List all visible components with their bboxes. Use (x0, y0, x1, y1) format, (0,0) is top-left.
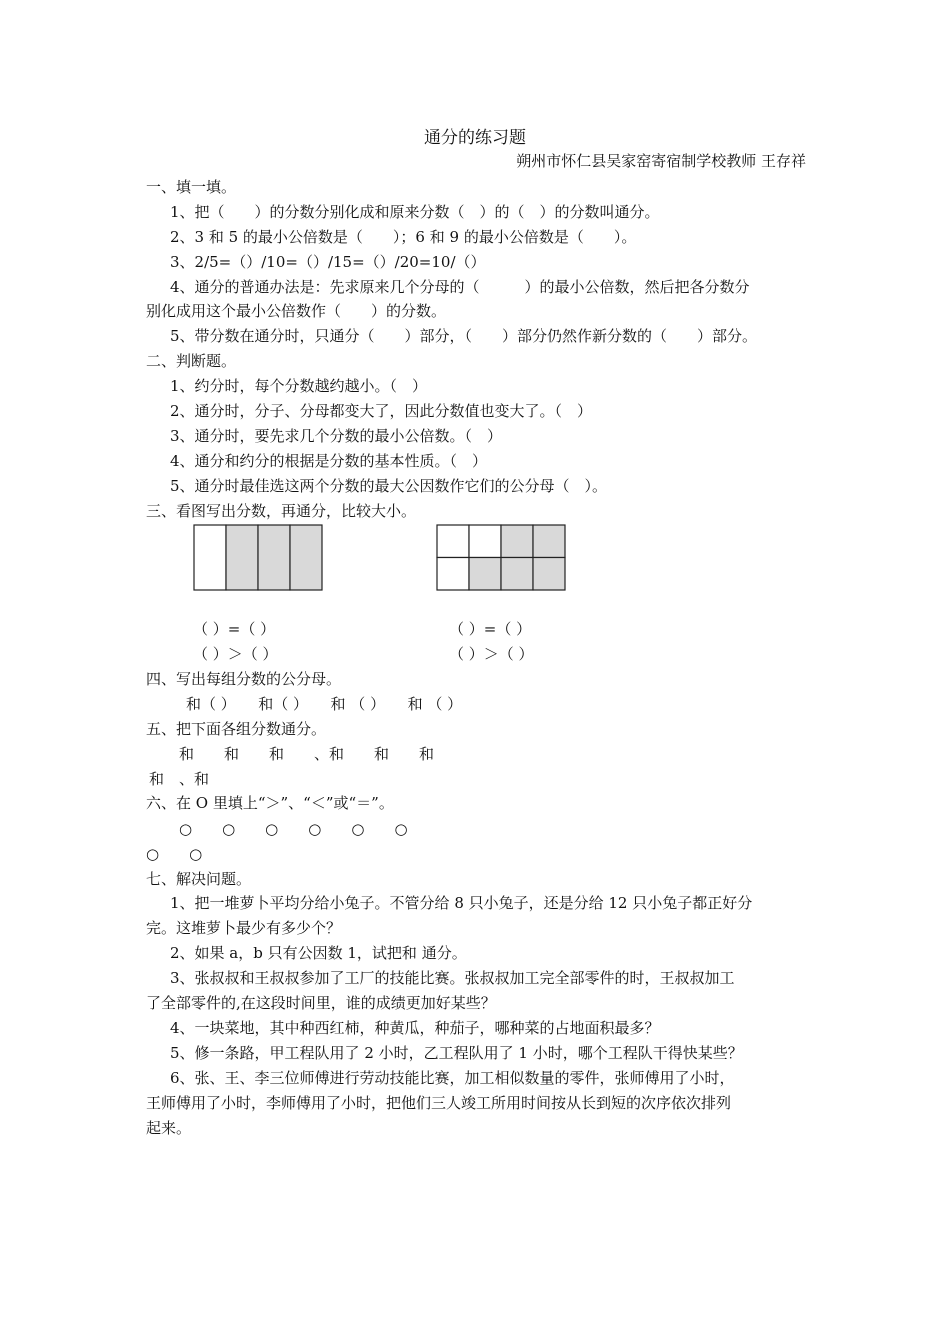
section-3-heading: 三、看图写出分数，再通分，比较大小。 (146, 502, 417, 520)
figure-2-cell (469, 558, 501, 591)
s4-answer-line: 和（ ） 和（ ） 和 （ ） 和 （ ） (186, 695, 463, 713)
author-line: 朔州市怀仁县吴家窑寄宿制学校教师 王存祥 (516, 152, 806, 170)
section-7-heading: 七、解决问题。 (146, 870, 252, 888)
s7-question-3-line-1: 3、张叔叔和王叔叔参加了工厂的技能比赛。张叔叔加工完全部零件的时，王叔叔加工 (170, 969, 735, 987)
s5-line-1: 和 和 和 、和 和 和 (179, 745, 435, 763)
figure-2-cell (533, 525, 565, 558)
s7-question-6-line-1: 6、张、王、李三位师傅进行劳动技能比赛，加工相似数量的零件，张师傅用了小时， (170, 1069, 735, 1087)
section-4-heading: 四、写出每组分数的公分母。 (146, 670, 342, 688)
page-title: 通分的练习题 (424, 128, 526, 148)
s7-question-4: 4、一块菜地，其中种西红柿，种黄瓜，种茄子，哪种菜的占地面积最多？ (170, 1019, 660, 1037)
figure-2-equation: （ ）=（ ） (449, 620, 532, 638)
figure-2-cell (469, 525, 501, 558)
s7-question-5: 5、修一条路，甲工程队用了 2 小时，乙工程队用了 1 小时，哪个工程队干得快某些？ (170, 1044, 743, 1062)
figure-2-cell (501, 525, 533, 558)
figure-1-cell (258, 525, 290, 590)
s2-question-4: 4、通分和约分的根据是分数的基本性质。（ ） (170, 452, 488, 470)
s1-question-5: 5、带分数在通分时，只通分（ ）部分，（ ）部分仍然作新分数的（ ）部分。 (170, 327, 758, 345)
s1-question-4-line-2: 别化成用这个最小公倍数作（ ）的分数。 (146, 302, 447, 320)
s7-question-1-line-2: 完。这堆萝卜最少有多少个？ (146, 919, 342, 937)
s5-line-2: 和 、和 (149, 770, 210, 788)
figure-2-cell (437, 558, 469, 591)
fraction-figure-2 (436, 524, 566, 592)
figure-1-cell (194, 525, 226, 590)
s6-circles-line-1: ○ ○ ○ ○ ○ ○ (179, 820, 408, 838)
s2-question-1: 1、约分时，每个分数越约越小。（ ） (170, 377, 428, 395)
section-6-heading: 六、在 O 里填上“＞”、“＜”或“＝”。 (146, 794, 394, 812)
s7-question-3-line-2: 了全部零件的,在这段时间里，谁的成绩更加好某些？ (146, 994, 496, 1012)
s7-question-2: 2、如果 a，b 只有公因数 1，试把和 通分。 (170, 944, 467, 962)
figure-2-cell (437, 525, 469, 558)
s1-question-1: 1、把（ ）的分数分别化成和原来分数（ ）的（ ）的分数叫通分。 (170, 203, 660, 221)
section-1-heading: 一、填一填。 (146, 178, 237, 196)
figure-1-cell (226, 525, 258, 590)
s2-question-2: 2、通分时，分子、分母都变大了，因此分数值也变大了。（ ） (170, 402, 593, 420)
figure-2-cell (533, 558, 565, 591)
section-5-heading: 五、把下面各组分数通分。 (146, 720, 327, 738)
s1-question-2: 2、3 和 5 的最小公倍数是（ ）；6 和 9 的最小公倍数是（ ）。 (170, 228, 637, 246)
figure-2-comparison: （ ）＞（ ） (449, 645, 534, 663)
figure-1-comparison: （ ）＞（ ） (193, 645, 278, 663)
s1-question-3: 3、2/5=（）/10=（）/15=（）/20=10/（） (170, 253, 486, 271)
s7-question-6-line-3: 起来。 (146, 1119, 192, 1137)
s2-question-5: 5、通分时最佳选这两个分数的最大公因数作它们的公分母（ ）。 (170, 477, 608, 495)
s2-question-3: 3、通分时，要先求几个分数的最小公倍数。（ ） (170, 427, 503, 445)
figure-2-cell (501, 558, 533, 591)
s1-question-4-line-1: 4、通分的普通办法是：先求原来几个分母的（ ）的最小公倍数，然后把各分数分 (170, 278, 750, 296)
section-2-heading: 二、判断题。 (146, 352, 237, 370)
s7-question-1-line-1: 1、把一堆萝卜平均分给小兔子。不管分给 8 只小兔子，还是分给 12 只小兔子都正好分 (170, 894, 753, 912)
figure-1-equation: （ ）=（ ） (193, 620, 276, 638)
figure-1-cell (290, 525, 322, 590)
fraction-figure-1 (193, 524, 323, 592)
s7-question-6-line-2: 王师傅用了小时，李师傅用了小时，把他们三人竣工所用时间按从长到短的次序依次排列 (146, 1094, 732, 1112)
s6-circles-line-2: ○ ○ (146, 845, 203, 863)
